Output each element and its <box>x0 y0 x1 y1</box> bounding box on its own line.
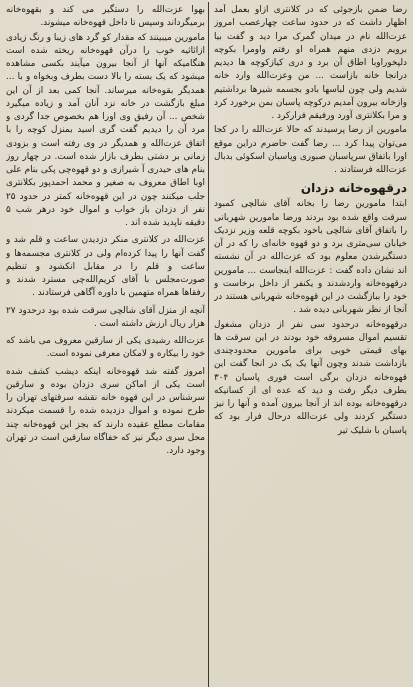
article-paragraph: آنچه از منزل آقای شالچی سرقت شده بود درحدود ۲۷ هزار ریال ارزش داشته است . <box>6 305 205 329</box>
article-paragraph: عزت‌الله در کلانتری منکر دزدیدن ساعت و قلم شد و گفت آنها را پیدا کرده‌ام ولی در کلانتری مجسمه‌ها و ساعت و قلم را در مقابل انکشود و تنظیم صورت‌مجلس با آقای کریم‌الله‌چی مسترد شدند و رفقاها همراه متهمین با داوره آگاهی فرستادند . <box>6 235 205 299</box>
right-column <box>214 4 407 684</box>
section-heading: درقهوه‌خانه دزدان <box>300 181 407 196</box>
article-paragraph: مامورین میبینند که مقدار کو گرد های زیبا و رنگ زیادی ازاثاثیه خوب را درآن قهوه‌خانه ریخته شده است هنگامیکه آنها از آنجا بیرون میآیند بکسی مشاهده میشود که یک بسته را بالا دست بطرف وبخواه و با ... همدیگر بقوه‌خانه میرساند. آنجا کمی بعد از آن این مبلغ بازگشت در خانه نزد آنان آمد و زیاده میگیرد شخص ... آن رفیق وی اورا هم بخصوص جدا گردی و مرد آن را دیدیم گفت گری اسید بمنزل کوچه را با اتفاق عزت‌الله و همدیگر در وی رفته است و بزودی زمانی بر دشتی بطرف بازار شده است. در چهار روز بنام های حیدری آ شیرازی و دو قهوه‌چی پکی بنام علی اوبا اطاق معروف به صغیر و محمد احمدپور بکلانتری جلب میکنند چون در این قهوه‌خانه کمتر در حدود ۲۵ نفر از دزدان باز خواب و اموال خود درهر شب ۵ دقیقه ناپدید شده اند . <box>6 32 205 228</box>
article-paragraph: بهوا عزت‌الله را دستگیر می کند و بقهوه‌خانه برمیگرداند وسپس تا داخل قهوه‌خانه میشوند. <box>6 5 205 29</box>
article-paragraph: امروز گفته شد قهوه‌خانه اینکه دیشب کشف شده است یکی از اماکن سری دزدان بوده و سارقین سرشناس در این قهوه خانه نقشه سرقتهای تهران را طرح نموده و اموال دزدیده شده را قسمت میکردند مقامات مطلع عقیده دارند که بجز این قهوه‌خانه چند محل سری دیگر نیز که خفاگاه سارقین است در تهران وجود دارد. <box>6 366 205 456</box>
column-divider <box>208 2 209 687</box>
article-paragraph: عزت‌الله رشیدی یکی از سارقین معروف می باشد که خود را بیکاره و لامکان معرفی نموده است. <box>6 336 205 360</box>
article-paragraph: درقهوه‌خانه درحدود سی نفر از دزدان مشغول تقسیم اموال مسروقه خود بودند در این سرقت ها بهای قیمتی خوبی برای مامورین محدودچندی بازداشت شدند وچون آنها یک یک در انجا گفت این قهوه‌خانه دزدان برگی است فوری پاسبان ۳۰۴ بطرف دیگر رفت و دید که عده ای از کسانیکه درقهوه‌خانه بوده اند از آنجا بیرون آمده و آنها را نیز دستگیر کردند ولی عزت‌الله درحال فرار بود که پاسبان با شلیک تیر <box>214 319 407 436</box>
article-paragraph: رضا ضمن بازجوئی که در کلانتری ازاو بعمل آمد اظهار داشت که در حدود ساعت چهارعصب امروز عزت‌الله نام در میدان گمرک مرا دید و گفت بیا برویم دزدی منهم همراه او رفتم واومرا بکوچه دلپخوراوبا اطاق آن برد و دری کیازکوچه ها دیدیم درانجا خانه بازاست ... من وعزت‌الله وارد خانه شدیم ولی چون لباسها بادو بجسمه شیرها برداشتیم وازخانه بیرون آمدیم درکوچه پاسبان بمن برخورد کرد و مرا بکلانتری آورد ورفیقم فرارکرد . <box>214 5 407 121</box>
article-paragraph: مامورین از رضا پرسیدند که حالا عزت‌الله را در کجا می‌توان پیدا کرد ... رضا گفت حاضرم دراین موقع اورا باتفاق سرپاسبان صبوری وپاسبان اسکوئی بدبال عزت‌الله فرستادند . <box>214 125 407 175</box>
article-paragraph: ابتدا مامورین رضا را بخانه آقای شالچی کمبود سرقت واقع شده بود بردند ورضا مامورین شهربانی را باتفاق آقای شالچی باخود بکوچه قلعه وزیر نزدیک خیابان سی‌متری برد و دو قهوه خانه‌ای را که در آن دستگیرشدن معلوم بود که عزت‌الله در آن نشسته اند نشان داده گفت : عزت‌الله اینجاست ... مامورین درقهوه‌خانه واردشدند و یکنفر از داخل برخاست و خود را ببازگشت در این قهوه‌خانه شهربانی هستند در آنجا از نظر شهربانی دیده شد . <box>214 199 407 316</box>
left-column <box>6 4 205 684</box>
